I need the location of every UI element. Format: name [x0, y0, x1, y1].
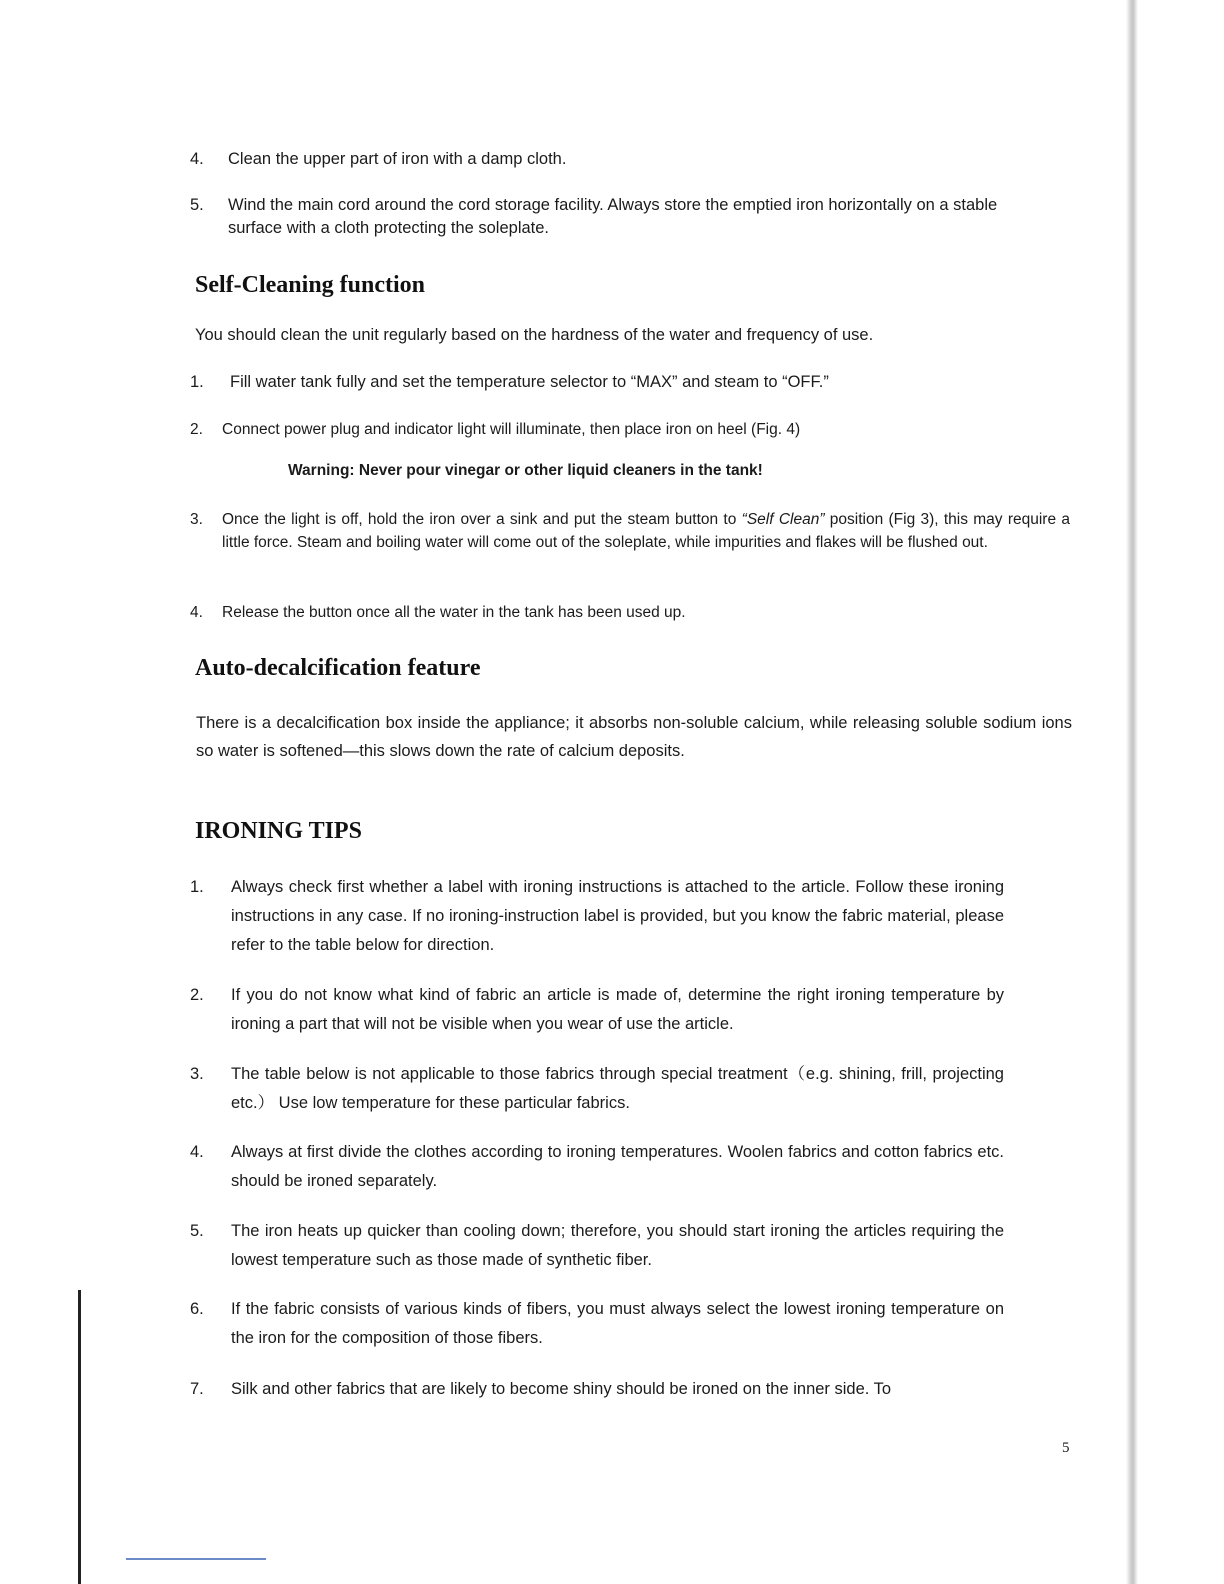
ironing-tips-heading: IRONING TIPS — [195, 818, 362, 844]
tip-number: 5. — [190, 1222, 204, 1240]
step-text: Connect power plug and indicator light will illuminate, then place iron on heel (Fig. 4) — [222, 421, 801, 438]
tip-number: 7. — [190, 1380, 204, 1398]
step-number: 5. — [190, 196, 204, 214]
step-number: 2. — [190, 421, 203, 438]
warning-text: Warning: Never pour vinegar or other liquid cleaners in the tank! — [288, 462, 763, 479]
step-text-part: Once the light is off, hold the iron over a sink and put the steam button to — [222, 511, 742, 528]
step-number: 3. — [190, 511, 203, 528]
scan-artifact-line — [126, 1558, 266, 1560]
tip-text: If you do not know what kind of fabric an article is made of, determine the right ironing temperature by ironing a part that will not be visible when you wear of use the article. — [231, 986, 1004, 1033]
step-text: Release the button once all the water in the tank has been used up. — [222, 604, 686, 621]
step-text: Clean the upper part of iron with a damp cloth. — [228, 150, 567, 168]
step-text — [222, 508, 1070, 554]
step-number: 4. — [190, 604, 203, 621]
tip-text: The iron heats up quicker than cooling down; therefore, you should start ironing the articles requiring the lowest temperature such as those made of synthetic fiber. — [231, 1222, 1004, 1269]
page-number: 5 — [1062, 1440, 1070, 1456]
step-text-emphasis: “Self Clean” — [741, 511, 825, 528]
step-text-part: position (Fig 3), this may require a little force. Steam and boiling water will come out of the soleplate, while impurities and flakes will be flushed out. — [222, 511, 1070, 551]
tip-text: Always at first divide the clothes according to ironing temperatures. Woolen fabrics and cotton fabrics etc. should be ironed separately. — [231, 1143, 1004, 1190]
tip-number: 4. — [190, 1143, 204, 1161]
tip-number: 6. — [190, 1300, 204, 1318]
scan-shadow-right — [1126, 0, 1138, 1584]
self-cleaning-intro: You should clean the unit regularly based on the hardness of the water and frequency of use. — [195, 326, 874, 344]
step-number: 4. — [190, 150, 204, 168]
tip-text: Always check first whether a label with ironing instructions is attached to the article. Follow these ironing instructions in any case. If no ironing-instruction label is provided, but you know the fabric material, please refer to the table below for direction. — [231, 878, 1004, 954]
tip-number: 1. — [190, 878, 204, 896]
self-cleaning-heading: Self-Cleaning function — [195, 272, 426, 298]
tip-text: If the fabric consists of various kinds of fibers, you must always select the lowest ironing temperature on the iron for the composition of those fibers. — [231, 1300, 1004, 1347]
tip-text: The table below is not applicable to those fabrics through special treatment（e.g. shining, frill, projecting etc.） Use low temperature for these particular fabrics. — [231, 1065, 1004, 1112]
tip-text: Silk and other fabrics that are likely to become shiny should be ironed on the inner side. To — [231, 1380, 892, 1398]
step-text: Fill water tank fully and set the temperature selector to “MAX” and steam to “OFF.” — [230, 373, 829, 391]
step-text: Wind the main cord around the cord storage facility. Always store the emptied iron horizontally on a stable surface with a cloth protecting the soleplate. — [228, 196, 998, 237]
auto-decalcification-text: There is a decalcification box inside the appliance; it absorbs non-soluble calcium, while releasing soluble sodium ions so water is softened—this slows down the rate of calcium deposits. — [196, 714, 1072, 760]
scan-shadow-left — [78, 1290, 81, 1584]
tip-number: 3. — [190, 1065, 204, 1083]
tip-number: 2. — [190, 986, 204, 1004]
auto-decalcification-heading: Auto-decalcification feature — [195, 655, 481, 681]
step-number: 1. — [190, 373, 204, 391]
